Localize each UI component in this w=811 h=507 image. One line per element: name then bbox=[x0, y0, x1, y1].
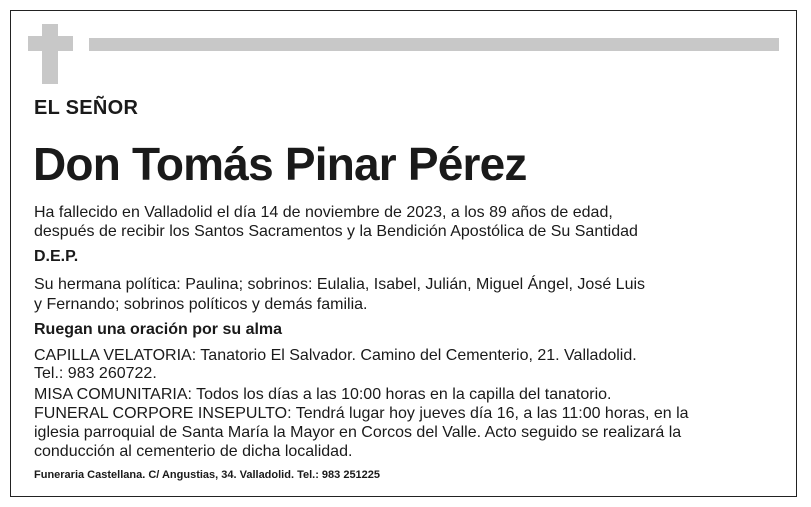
deceased-name: Don Tomás Pinar Pérez bbox=[33, 138, 527, 190]
detail-line: conducción al cementerio de dicha localidad. bbox=[34, 443, 353, 460]
detail-line: CAPILLA VELATORIA: Tanatorio El Salvador. Camino del Cementerio, 21. Valladolid. bbox=[34, 347, 637, 364]
dep-text: D.E.P. bbox=[34, 248, 79, 265]
header-rule bbox=[89, 38, 779, 51]
detail-line: iglesia parroquial de Santa María la Mayor en Corcos del Valle. Acto seguido se realizará la bbox=[34, 424, 682, 441]
cross-icon-bar bbox=[28, 36, 73, 51]
heading: EL SEÑOR bbox=[34, 97, 139, 119]
detail-line: Tel.: 983 260722. bbox=[34, 365, 157, 382]
announcement-line: Ha fallecido en Valladolid el día 14 de noviembre de 2023, a los 89 años de edad, bbox=[34, 204, 613, 221]
prayer-text: Ruegan una oración por su alma bbox=[34, 321, 283, 338]
family-line: y Fernando; sobrinos políticos y demás familia. bbox=[34, 296, 368, 313]
detail-line: MISA COMUNITARIA: Todos los días a las 10:00 horas en la capilla del tanatorio. bbox=[34, 386, 612, 403]
funeral-home-footer: Funeraria Castellana. C/ Angustias, 34. Valladolid. Tel.: 983 251225 bbox=[34, 469, 381, 481]
cross-icon bbox=[42, 24, 58, 84]
detail-line: FUNERAL CORPORE INSEPULTO: Tendrá lugar hoy jueves día 16, a las 11:00 horas, en la bbox=[34, 405, 689, 422]
announcement-line: después de recibir los Santos Sacramentos y la Bendición Apostólica de Su Santidad bbox=[34, 223, 638, 240]
family-line: Su hermana política: Paulina; sobrinos: Eulalia, Isabel, Julián, Miguel Ángel, José Luis bbox=[34, 276, 646, 293]
